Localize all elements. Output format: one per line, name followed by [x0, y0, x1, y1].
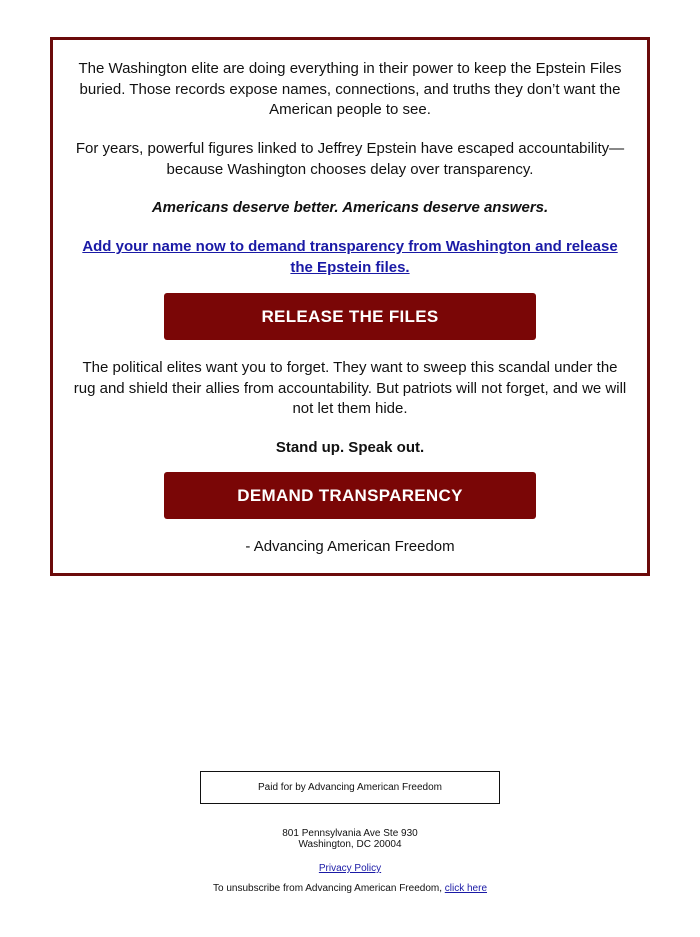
unsubscribe-row: [100, 883, 600, 894]
privacy-policy-link[interactable]: Privacy Policy: [318, 863, 382, 874]
address-line-1: 801 Pennsylvania Ave Ste 930: [282, 828, 418, 839]
intro-paragraph: The Washington elite are doing everything in their power to keep the Epstein Files buried. Those records expose names, connections, and truths they don’t want the American people to see.: [78, 60, 622, 118]
cta-paragraph: [71, 237, 629, 278]
elites-paragraph: The political elites want you to forget. They want to sweep this scandal under the rug and shield their allies from accountability. But patriots will not forget, and we will not let them hide.: [73, 359, 627, 417]
petition-link[interactable]: Add your name now to demand transparency from Washington and release the Epstein files.: [82, 238, 618, 276]
demand-transparency-button[interactable]: DEMAND TRANSPARENCY: [164, 472, 536, 519]
emphasis-text: Americans deserve better. Americans deserve answers.: [151, 199, 549, 216]
paid-for-disclaimer: Paid for by Advancing American Freedom: [200, 771, 500, 804]
address-line-2: Washington, DC 20004: [298, 839, 402, 850]
privacy-row: [150, 863, 550, 874]
accountability-paragraph: For years, powerful figures linked to Jeffrey Epstein have escaped accountability—because Washington chooses delay over transparency.: [75, 140, 625, 178]
signature: - Advancing American Freedom: [245, 538, 455, 555]
unsubscribe-link[interactable]: click here: [444, 883, 488, 894]
rally-text: Stand up. Speak out.: [275, 439, 425, 456]
unsubscribe-text: To unsubscribe from Advancing American Freedom,: [212, 883, 442, 894]
release-files-button[interactable]: RELEASE THE FILES: [164, 293, 536, 340]
message-card: [50, 37, 650, 576]
